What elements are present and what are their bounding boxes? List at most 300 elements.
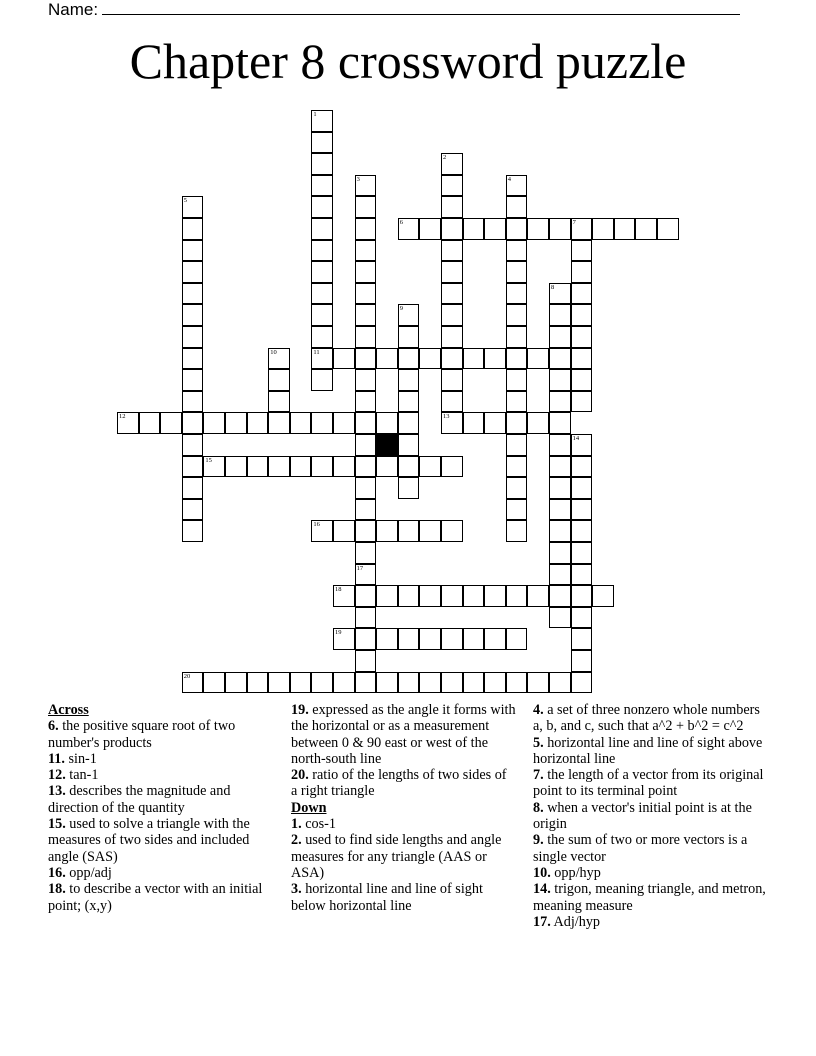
grid-cell[interactable] <box>506 304 528 326</box>
grid-cell[interactable] <box>355 326 377 348</box>
grid-cell[interactable] <box>376 456 398 478</box>
grid-cell[interactable] <box>182 672 204 694</box>
grid-cell[interactable] <box>506 369 528 391</box>
clue-item-text: to describe a vector with an initial point; (x,y) <box>48 881 263 914</box>
grid-cell[interactable] <box>247 456 269 478</box>
grid-cell[interactable] <box>182 283 204 305</box>
grid-cell[interactable] <box>398 628 420 650</box>
clue-item-text: Adj/hyp <box>550 913 601 930</box>
grid-cell[interactable] <box>355 391 377 413</box>
grid-cell[interactable] <box>398 348 420 370</box>
grid-cell[interactable] <box>247 672 269 694</box>
grid-cell[interactable] <box>398 304 420 326</box>
name-label: Name: <box>48 0 99 19</box>
clue-item <box>533 881 768 914</box>
grid-cell[interactable] <box>355 499 377 521</box>
grid-cell[interactable] <box>441 304 463 326</box>
clue-item-number: 19. <box>291 702 309 718</box>
clue-item <box>48 783 273 816</box>
grid-cell[interactable] <box>506 456 528 478</box>
grid-cell[interactable] <box>355 196 377 218</box>
clue-item-number: 5. <box>533 734 544 751</box>
clue-number: 11 <box>313 348 320 356</box>
grid-cell[interactable] <box>506 672 528 694</box>
clue-item-text: tan-1 <box>65 767 99 784</box>
grid-cell[interactable] <box>614 218 636 240</box>
grid-cell[interactable] <box>441 369 463 391</box>
grid-cell[interactable] <box>592 585 614 607</box>
grid-cell[interactable] <box>203 412 225 434</box>
grid-cell[interactable] <box>571 326 593 348</box>
grid-cell[interactable] <box>506 499 528 521</box>
clue-item-text: the length of a vector from its original point to its terminal point <box>533 767 764 800</box>
grid-cell[interactable] <box>333 412 355 434</box>
grid-cell[interactable] <box>376 628 398 650</box>
clue-number: 14 <box>572 435 580 442</box>
grid-cell[interactable] <box>506 477 528 499</box>
clue-item-number: 14. <box>533 881 551 898</box>
grid-cell[interactable] <box>398 456 420 478</box>
clue-item-text: the positive square root of two number's products <box>48 718 236 751</box>
grid-cell[interactable] <box>311 348 333 370</box>
grid-cell[interactable] <box>355 520 377 542</box>
clue-item-number: 4. <box>533 702 544 718</box>
grid-cell[interactable] <box>571 261 593 283</box>
grid-cell[interactable] <box>549 607 571 629</box>
clue-item-number: 1. <box>291 816 302 833</box>
grid-cell[interactable] <box>527 412 549 434</box>
grid-cell[interactable] <box>225 456 247 478</box>
grid-cell[interactable] <box>441 412 463 434</box>
clue-item-text: used to find side lengths and angle measures for any triangle (AAS or ASA) <box>291 832 502 881</box>
clue-item-number: 2. <box>291 832 302 849</box>
grid-cell[interactable] <box>549 283 571 305</box>
clue-number: 8 <box>551 283 555 291</box>
grid-cell[interactable] <box>571 240 593 262</box>
grid-cell[interactable] <box>355 542 377 564</box>
clue-item <box>48 751 273 767</box>
grid-cell[interactable] <box>355 477 377 499</box>
grid-cell[interactable] <box>311 326 333 348</box>
clue-heading: Across <box>48 702 89 718</box>
clue-item-number: 6. <box>48 718 59 735</box>
grid-cell[interactable] <box>376 520 398 542</box>
grid-cell[interactable] <box>311 520 333 542</box>
grid-cell[interactable] <box>182 196 204 218</box>
grid-cell[interactable] <box>527 218 549 240</box>
grid-cell[interactable] <box>355 434 377 456</box>
grid-cell[interactable] <box>333 520 355 542</box>
grid-cell[interactable] <box>506 434 528 456</box>
grid-cell[interactable] <box>268 412 290 434</box>
grid-cell[interactable] <box>182 499 204 521</box>
grid-cell[interactable] <box>549 499 571 521</box>
grid-cell[interactable] <box>268 672 290 694</box>
clue-item-text: opp/adj <box>65 864 112 881</box>
clue-item <box>48 881 273 914</box>
clue-item <box>48 767 273 783</box>
clues-column-3 <box>533 702 768 930</box>
grid-cell[interactable] <box>506 283 528 305</box>
grid-cell[interactable] <box>571 585 593 607</box>
clue-number: 10 <box>270 348 277 356</box>
grid-cell[interactable] <box>549 564 571 586</box>
clue-item-number: 9. <box>533 832 544 849</box>
grid-cell[interactable] <box>549 456 571 478</box>
grid-cell[interactable] <box>506 240 528 262</box>
clue-item-text: horizontal line and line of sight above horizontal line <box>533 734 763 767</box>
grid-cell[interactable] <box>333 456 355 478</box>
grid-cell[interactable] <box>571 434 593 456</box>
clue-item-text: sin-1 <box>64 750 97 767</box>
grid-cell[interactable] <box>398 391 420 413</box>
grid-cell[interactable] <box>419 520 441 542</box>
clue-number: 5 <box>183 197 188 205</box>
grid-cell[interactable] <box>355 240 377 262</box>
clue-item <box>48 865 273 881</box>
grid-cell[interactable] <box>571 477 593 499</box>
grid-cell[interactable] <box>441 585 463 607</box>
clue-item-number: 8. <box>533 799 544 816</box>
grid-cell[interactable] <box>311 110 333 132</box>
grid-cell[interactable] <box>506 196 528 218</box>
grid-cell[interactable] <box>463 628 485 650</box>
grid-cell[interactable] <box>355 456 377 478</box>
grid-cell[interactable] <box>355 348 377 370</box>
grid-cell[interactable] <box>441 456 463 478</box>
grid-cell[interactable] <box>182 477 204 499</box>
grid-cell[interactable] <box>398 369 420 391</box>
grid-cell[interactable] <box>441 628 463 650</box>
clue-item-number: 11. <box>48 750 65 767</box>
clue-item <box>533 767 768 800</box>
grid-cell[interactable] <box>463 585 485 607</box>
clue-item-text: the sum of two or more vectors is a single vector <box>533 832 748 865</box>
grid-cell[interactable] <box>398 672 420 694</box>
clue-number: 7 <box>572 219 576 226</box>
grid-cell[interactable] <box>355 304 377 326</box>
clue-number: 9 <box>399 305 404 313</box>
grid-cell[interactable] <box>484 628 506 650</box>
grid-cell[interactable] <box>225 412 247 434</box>
grid-cell[interactable] <box>355 628 377 650</box>
grid-cell[interactable] <box>376 585 398 607</box>
grid-cell[interactable] <box>506 348 528 370</box>
grid-cell[interactable] <box>311 175 333 197</box>
clue-item-number: 12. <box>48 767 66 784</box>
clue-item <box>291 881 516 914</box>
grid-cell[interactable] <box>506 261 528 283</box>
clue-item <box>533 800 768 833</box>
grid-cell[interactable] <box>549 585 571 607</box>
grid-cell[interactable] <box>311 240 333 262</box>
clue-number: 2 <box>443 154 447 162</box>
grid-cell[interactable] <box>290 672 312 694</box>
grid-cell[interactable] <box>290 412 312 434</box>
grid-cell[interactable] <box>398 434 420 456</box>
clue-item-text: describes the magnitude and direction of the quantity <box>48 783 231 816</box>
grid-cell[interactable] <box>506 391 528 413</box>
grid-cell[interactable] <box>333 672 355 694</box>
grid-cell[interactable] <box>355 607 377 629</box>
grid-cell[interactable] <box>398 585 420 607</box>
grid-cell[interactable] <box>484 412 506 434</box>
grid-cell[interactable] <box>182 326 204 348</box>
grid-cell[interactable] <box>571 520 593 542</box>
clue-heading: Down <box>291 799 327 816</box>
clue-item-number: 18. <box>48 881 66 898</box>
clue-item <box>533 832 768 865</box>
clue-item <box>48 816 273 865</box>
grid-cell[interactable] <box>376 672 398 694</box>
grid-cell[interactable] <box>527 348 549 370</box>
grid-cell[interactable] <box>160 412 182 434</box>
grid-cell[interactable] <box>311 261 333 283</box>
grid-cell[interactable] <box>549 434 571 456</box>
grid-cell[interactable] <box>182 434 204 456</box>
grid-cell[interactable] <box>398 477 420 499</box>
grid-cell[interactable] <box>376 348 398 370</box>
clue-item-number: 7. <box>533 767 544 784</box>
grid-cell[interactable] <box>441 326 463 348</box>
clue-item <box>533 735 768 768</box>
grid-cell[interactable] <box>355 369 377 391</box>
page-title: Chapter 8 crossword puzzle <box>129 33 687 89</box>
grid-cell[interactable] <box>268 348 290 370</box>
grid-cell[interactable] <box>441 261 463 283</box>
grid-cell[interactable] <box>484 348 506 370</box>
grid-cell[interactable] <box>527 585 549 607</box>
grid-cell[interactable] <box>463 218 485 240</box>
grid-cell[interactable] <box>419 218 441 240</box>
grid-cell[interactable] <box>311 412 333 434</box>
clue-number: 3 <box>356 175 360 183</box>
clue-item <box>533 865 768 881</box>
grid-cell[interactable] <box>182 456 204 478</box>
grid-cell[interactable] <box>398 326 420 348</box>
grid-cell[interactable] <box>549 391 571 413</box>
clues-column-1 <box>48 702 273 914</box>
clue-item-text: a set of three nonzero whole numbers a, b, and c, such that a^2 + b^2 = c^2 <box>533 702 760 735</box>
grid-cell[interactable] <box>506 585 528 607</box>
grid-cell[interactable] <box>419 348 441 370</box>
grid-cell[interactable] <box>571 369 593 391</box>
clue-item <box>533 914 768 930</box>
grid-cell[interactable] <box>311 369 333 391</box>
grid-cell[interactable] <box>419 628 441 650</box>
grid-cell[interactable] <box>549 672 571 694</box>
clue-number: 15 <box>205 456 212 464</box>
grid-cell[interactable] <box>311 196 333 218</box>
grid-cell[interactable] <box>441 175 463 197</box>
grid-cell[interactable] <box>463 348 485 370</box>
grid-cell[interactable] <box>355 672 377 694</box>
grid-cell[interactable] <box>333 585 355 607</box>
grid-cell[interactable] <box>506 412 528 434</box>
grid-cell[interactable] <box>549 477 571 499</box>
clue-number: 12 <box>119 413 126 421</box>
grid-cell[interactable] <box>549 348 571 370</box>
grid-cell[interactable] <box>549 218 571 240</box>
grid-cell[interactable] <box>311 456 333 478</box>
grid-cell[interactable] <box>441 196 463 218</box>
clue-item-number: 15. <box>48 816 66 833</box>
grid-cell[interactable] <box>355 175 377 197</box>
black-cell <box>376 434 398 456</box>
grid-cell[interactable] <box>571 542 593 564</box>
grid-cell[interactable] <box>182 240 204 262</box>
clue-item <box>533 702 768 735</box>
clue-item <box>291 816 516 832</box>
grid-cell[interactable] <box>355 261 377 283</box>
grid-cell[interactable] <box>419 456 441 478</box>
grid-cell[interactable] <box>182 412 204 434</box>
grid-cell[interactable] <box>635 218 657 240</box>
clue-item-number: 17. <box>533 913 551 930</box>
clue-number: 20 <box>183 672 191 680</box>
clue-item <box>48 718 273 751</box>
grid-cell[interactable] <box>463 672 485 694</box>
grid-cell[interactable] <box>441 520 463 542</box>
grid-cell[interactable] <box>311 132 333 154</box>
grid-cell[interactable] <box>549 520 571 542</box>
grid-cell[interactable] <box>506 175 528 197</box>
clue-item <box>291 702 516 767</box>
grid-cell[interactable] <box>355 585 377 607</box>
grid-cell[interactable] <box>484 218 506 240</box>
grid-cell[interactable] <box>527 672 549 694</box>
grid-cell[interactable] <box>571 304 593 326</box>
clue-item-number: 13. <box>48 783 66 800</box>
clue-number: 17 <box>356 564 364 572</box>
grid-cell[interactable] <box>355 283 377 305</box>
grid-cell[interactable] <box>549 542 571 564</box>
grid-cell[interactable] <box>333 348 355 370</box>
grid-cell[interactable] <box>419 585 441 607</box>
grid-cell[interactable] <box>463 412 485 434</box>
grid-cell[interactable] <box>182 261 204 283</box>
grid-cell[interactable] <box>268 391 290 413</box>
grid-cell[interactable] <box>311 153 333 175</box>
grid-cell[interactable] <box>571 391 593 413</box>
clue-item-number: 10. <box>533 864 551 881</box>
clue-item-text: horizontal line and line of sight below horizontal line <box>291 881 483 914</box>
clue-number: 16 <box>313 521 320 529</box>
grid-cell[interactable] <box>355 564 377 586</box>
grid-cell[interactable] <box>311 218 333 240</box>
clue-item-text: trigon, meaning triangle, and metron, meaning measure <box>533 881 766 914</box>
clue-item-number: 3. <box>291 881 302 898</box>
grid-cell[interactable] <box>290 456 312 478</box>
grid-cell[interactable] <box>571 650 593 672</box>
grid-cell[interactable] <box>441 391 463 413</box>
grid-cell[interactable] <box>571 218 593 240</box>
clue-number: 1 <box>313 111 317 118</box>
grid-cell[interactable] <box>182 218 204 240</box>
grid-cell[interactable] <box>549 412 571 434</box>
clues-column-2 <box>291 702 516 914</box>
grid-cell[interactable] <box>117 412 139 434</box>
clue-number: 13 <box>443 413 450 421</box>
grid-cell[interactable] <box>333 628 355 650</box>
clue-item <box>291 832 516 881</box>
grid-cell[interactable] <box>506 628 528 650</box>
grid-cell[interactable] <box>355 412 377 434</box>
grid-cell[interactable] <box>441 672 463 694</box>
grid-cell[interactable] <box>441 283 463 305</box>
grid-cell[interactable] <box>571 456 593 478</box>
clue-item-number: 16. <box>48 864 66 881</box>
grid-cell[interactable] <box>182 348 204 370</box>
clue-number: 18 <box>335 586 342 594</box>
grid-cell[interactable] <box>247 412 269 434</box>
grid-cell[interactable] <box>549 326 571 348</box>
grid-cell[interactable] <box>182 391 204 413</box>
grid-cell[interactable] <box>398 520 420 542</box>
grid-cell[interactable] <box>571 348 593 370</box>
clue-item-text: when a vector's initial point is at the origin <box>533 799 752 833</box>
grid-cell[interactable] <box>268 369 290 391</box>
grid-cell[interactable] <box>571 283 593 305</box>
grid-cell[interactable] <box>506 520 528 542</box>
grid-cell[interactable] <box>592 218 614 240</box>
grid-cell[interactable] <box>355 218 377 240</box>
clue-number: 19 <box>335 629 342 637</box>
clue-item-text: ratio of the lengths of two sides of a right triangle <box>291 767 507 800</box>
grid-cell[interactable] <box>571 672 593 694</box>
grid-cell[interactable] <box>225 672 247 694</box>
grid-cell[interactable] <box>311 672 333 694</box>
grid-cell[interactable] <box>376 412 398 434</box>
grid-cell[interactable] <box>203 672 225 694</box>
grid-cell[interactable] <box>571 607 593 629</box>
grid-cell[interactable] <box>441 153 463 175</box>
grid-cell[interactable] <box>182 304 204 326</box>
grid-cell[interactable] <box>571 628 593 650</box>
clue-item-text: opp/hyp <box>550 864 601 881</box>
grid-cell[interactable] <box>441 240 463 262</box>
clue-item-text: expressed as the angle it forms with the horizontal or as a measurement between 0 & 90 east or west of the north-south line <box>291 702 516 767</box>
grid-cell[interactable] <box>484 672 506 694</box>
grid-cell[interactable] <box>139 412 161 434</box>
grid-cell[interactable] <box>506 326 528 348</box>
grid-cell[interactable] <box>571 564 593 586</box>
grid-cell[interactable] <box>311 304 333 326</box>
grid-cell[interactable] <box>182 369 204 391</box>
grid-cell[interactable] <box>657 218 679 240</box>
clue-number: 4 <box>507 175 512 183</box>
grid-cell[interactable] <box>268 456 290 478</box>
grid-cell[interactable] <box>506 218 528 240</box>
grid-cell[interactable] <box>549 304 571 326</box>
grid-cell[interactable] <box>398 412 420 434</box>
grid-cell[interactable] <box>571 499 593 521</box>
grid-cell[interactable] <box>441 218 463 240</box>
grid-cell[interactable] <box>182 520 204 542</box>
grid-cell[interactable] <box>355 650 377 672</box>
grid-cell[interactable] <box>203 456 225 478</box>
clue-item <box>291 767 516 800</box>
clue-item-text: cos-1 <box>301 816 336 833</box>
grid-cell[interactable] <box>419 672 441 694</box>
clue-item-number: 20. <box>291 767 309 784</box>
grid-cell[interactable] <box>398 218 420 240</box>
grid-cell[interactable] <box>441 348 463 370</box>
grid-cell[interactable] <box>549 369 571 391</box>
clue-item-text: used to solve a triangle with the measures of two sides and included angle (SAS) <box>48 816 250 865</box>
grid-cell[interactable] <box>484 585 506 607</box>
grid-cell[interactable] <box>311 283 333 305</box>
